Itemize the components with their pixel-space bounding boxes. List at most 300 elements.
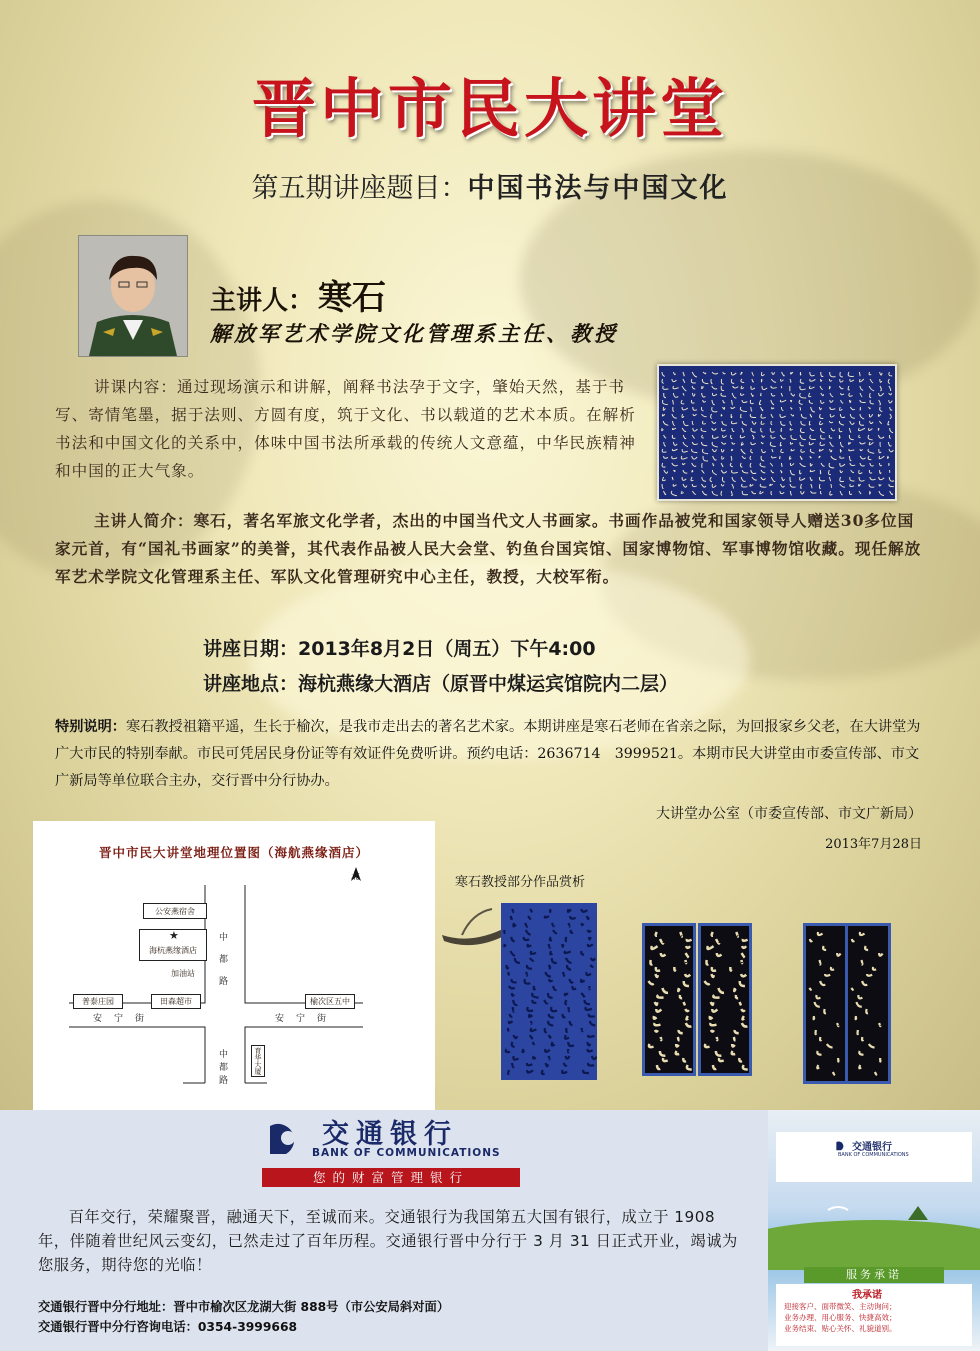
brush-stroke [780,435,785,439]
brush-stroke [750,463,751,467]
brush-stroke [713,456,717,460]
brush-stroke [869,428,873,430]
brush-stroke [510,951,515,956]
brush-stroke [702,393,706,397]
ad-promise-label: 我承诺 [852,1290,882,1301]
brush-stroke [732,477,736,482]
brush-stroke [840,484,845,487]
brush-stroke [860,442,866,444]
brush-stroke [654,1023,660,1025]
brush-stroke [512,1042,515,1047]
brush-stroke [829,449,831,452]
brush-stroke [865,946,868,950]
brush-stroke [510,916,511,919]
brush-stroke [682,428,686,432]
brush-stroke [862,981,867,985]
brush-stroke [701,414,706,417]
brush-stroke [545,1063,547,1066]
brush-stroke [588,1049,593,1051]
brush-stroke [683,1002,684,1004]
brush-stroke [723,400,725,403]
brush-stroke [743,939,748,941]
brush-stroke [880,407,883,412]
brush-stroke [713,435,719,438]
brush-stroke [672,463,678,466]
brush-stroke [703,421,706,424]
brush-stroke [549,965,550,969]
brush-stroke [562,944,563,947]
ad-promise-line: 业务办理、用心服务、快捷高效； [784,1313,897,1322]
brush-stroke [683,435,686,439]
brush-stroke [820,981,825,985]
brush-stroke [589,937,591,939]
brush-stroke [662,428,664,431]
brush-stroke [752,477,757,480]
brush-stroke [840,456,844,458]
brush-stroke [662,449,666,452]
brush-stroke [702,442,708,446]
brush-stroke [791,414,794,416]
brush-stroke [751,386,755,389]
brush-stroke [760,463,765,467]
brush-stroke [810,435,816,439]
brush-stroke [549,979,553,981]
brush-stroke [588,1063,594,1066]
brush-stroke [870,463,874,466]
works-label: 寒石教授部分作品赏析 [455,875,586,890]
brush-stroke [761,393,762,396]
brush-stroke [752,379,754,382]
brush-stroke [730,463,733,467]
brush-stroke [791,435,797,439]
brush-stroke [867,974,872,976]
brush-stroke [791,393,795,396]
brush-stroke [821,463,825,466]
brush-stroke [706,960,708,965]
brush-stroke [829,470,831,475]
brush-stroke [819,960,820,964]
brush-stroke [692,421,693,425]
brush-stroke [680,995,682,998]
brush-stroke [722,477,725,482]
brush-stroke [800,393,806,398]
brush-stroke [875,1072,876,1075]
brush-stroke [879,953,882,956]
brush-stroke [712,400,715,405]
brush-stroke [512,909,513,912]
brush-stroke [731,379,734,383]
brush-stroke [723,372,726,374]
location-map [33,821,435,1110]
brush-stroke [683,442,688,447]
brush-stroke [781,407,783,411]
brush-stroke [527,1007,533,1011]
brush-stroke [859,470,862,474]
brush-stroke [585,1007,591,1010]
brush-stroke [860,407,861,410]
brush-stroke [869,442,873,445]
brush-stroke [571,930,573,933]
brush-stroke [742,1016,744,1019]
brush-stroke [568,923,569,926]
brush-stroke [712,967,716,971]
brush-stroke [829,379,832,381]
brush-stroke [565,993,568,995]
brush-stroke [739,1002,740,1004]
brush-stroke [849,400,850,403]
ad-landscape [768,1180,980,1270]
brush-stroke [801,449,805,452]
brush-stroke [839,421,844,425]
brush-stroke [552,923,554,926]
brush-stroke [663,407,665,410]
brush-stroke [840,442,843,447]
brush-stroke [660,939,663,944]
brush-stroke [703,400,706,402]
brush-stroke [790,421,792,425]
brush-stroke [692,449,698,453]
brush-stroke [848,372,854,377]
brush-stroke [839,386,843,389]
brush-stroke [869,386,874,391]
brush-stroke [823,946,826,950]
brush-stroke [741,1009,745,1011]
brush-stroke [742,1023,748,1027]
brush-stroke [682,414,684,418]
brush-stroke [880,379,882,382]
brush-stroke [731,435,733,439]
brush-stroke [734,1037,735,1041]
brush-stroke [830,407,835,409]
brush-stroke [565,951,571,953]
brush-stroke [685,974,690,976]
brush-stroke [672,414,677,418]
brush-stroke [840,372,843,377]
brush-stroke [889,463,890,465]
brush-stroke [716,1051,721,1056]
brush-stroke [582,1028,583,1031]
brush-stroke [693,407,697,410]
brush-stroke [809,386,814,389]
map-place-yuci5: 榆次区五中 [305,994,355,1009]
brush-stroke [586,972,591,975]
brush-stroke [740,435,745,438]
speaker-label: 主讲人： [210,286,315,316]
ad-promise-line: 迎接客户、面带微笑、主动询问； [784,1302,897,1311]
brush-stroke [859,1051,863,1055]
brush-stroke [849,393,853,396]
brush-stroke [790,484,795,487]
brush-stroke [790,477,791,482]
brush-stroke [716,939,719,944]
brush-stroke [568,909,571,912]
brush-stroke [849,428,851,433]
brush-stroke [703,372,706,374]
brush-stroke [692,442,698,445]
brush-stroke [740,407,746,412]
brush-stroke [859,372,860,376]
brush-stroke [568,1042,574,1046]
brush-stroke [800,386,806,390]
calligraphy-artwork [657,364,897,501]
brush-stroke [711,974,713,977]
brush-stroke [736,995,738,998]
brush-stroke [509,1021,513,1023]
brush-stroke [524,937,529,940]
brush-stroke [581,979,585,982]
brush-stroke [809,393,812,397]
brush-stroke [507,965,509,968]
brush-stroke [711,414,712,419]
brush-stroke [800,456,802,459]
brush-stroke [888,379,890,384]
brush-stroke [692,484,696,487]
brush-stroke [800,435,806,440]
brush-stroke [869,470,872,473]
brush-stroke [830,400,833,402]
lecture-content: 讲课内容：通过现场演示和讲解，阐释书法孕于文字，肇始天然，基于书写、寄情笔墨，据于法则、方圆有度，筑于文化、书以载道的艺术本质。在解析书法和中国文化的关系中，体味中国书法所承载的传统人文意蕴，中华民族精神和中国的正大气象。 [55,378,636,480]
brush-stroke [731,421,737,424]
brush-stroke [751,470,756,474]
brush-stroke [800,477,805,480]
brush-stroke [565,1056,569,1059]
brush-stroke [526,930,531,935]
brush-stroke [772,449,773,452]
lecture-place: 讲座地点：海杭燕缘大酒店（原晋中煤运宾馆院内二层） [203,673,679,695]
brush-stroke [850,491,852,494]
brush-stroke [829,463,834,468]
brush-stroke [713,463,714,466]
brush-stroke [712,449,716,452]
brush-stroke [568,1007,569,1011]
brush-stroke [809,988,811,990]
brush-stroke [712,428,717,430]
brush-stroke [545,972,550,977]
brush-stroke [819,407,821,410]
brush-stroke [525,979,531,984]
brush-stroke [771,435,775,438]
notice-date: 2013年7月28日 [825,837,922,852]
brush-stroke [531,1028,537,1031]
brush-stroke [761,456,764,461]
brush-stroke [512,993,514,996]
brush-stroke [800,470,802,474]
brush-stroke [848,386,850,390]
brush-stroke [722,421,727,425]
brush-stroke [809,421,810,425]
brush-stroke [810,372,815,376]
brush-stroke [563,1063,566,1066]
brush-stroke [721,449,724,452]
brush-stroke [811,491,817,493]
brush-stroke [831,456,837,460]
brush-stroke [789,456,791,459]
brush-stroke [859,1065,861,1068]
brush-stroke [550,951,552,954]
brush-stroke [839,435,840,438]
brush-stroke [673,470,674,472]
brush-stroke [800,428,804,433]
brush-stroke [721,484,724,486]
brush-stroke [889,400,893,403]
brush-stroke [771,470,774,473]
brush-stroke [830,491,833,495]
brush-stroke [829,386,830,389]
brush-stroke [831,428,835,431]
brush-stroke [683,393,684,395]
brush-stroke [673,407,674,411]
brush-stroke [810,379,816,381]
brush-stroke [750,414,756,418]
brush-stroke [800,442,804,446]
brush-stroke [829,435,832,438]
brush-stroke [663,421,668,425]
brush-stroke [712,932,713,936]
brush-stroke [751,442,756,445]
brush-stroke [840,414,845,418]
brush-stroke [528,944,532,947]
brush-stroke [692,386,695,389]
brush-stroke [702,484,706,487]
brush-stroke [810,477,812,481]
bank-phone: 交通银行晋中分行咨询电话：0354-3999668 [38,1320,298,1334]
brush-stroke [880,372,882,375]
brush-stroke [751,407,752,411]
brush-stroke [873,967,876,970]
brush-stroke [868,449,874,453]
brush-stroke [712,407,718,412]
brush-stroke [862,1037,863,1040]
brush-stroke [782,372,785,376]
brush-stroke [565,1000,567,1004]
brush-stroke [736,932,738,936]
brush-stroke [682,449,688,452]
brush-stroke [879,421,881,424]
brush-stroke [552,1042,555,1046]
brush-stroke [861,960,862,964]
brush-stroke [588,944,593,946]
map-place-tiansen: 田森超市 [151,994,201,1009]
brush-stroke [878,435,884,438]
brush-stroke [692,435,694,438]
brush-stroke [791,449,795,451]
brush-stroke [718,988,724,993]
brush-stroke [721,491,722,496]
brush-stroke [529,1014,532,1017]
brush-stroke [672,435,675,438]
brush-stroke [734,988,735,991]
brush-stroke [741,372,743,375]
brush-stroke [800,463,806,466]
brush-stroke [751,393,753,396]
brush-stroke [721,386,724,391]
brush-stroke [683,1058,686,1061]
brush-stroke [569,979,572,983]
brush-stroke [552,958,557,963]
brush-stroke [760,484,766,487]
brush-stroke [710,477,712,482]
brush-stroke [821,393,824,396]
brush-stroke [530,909,531,912]
brush-stroke [722,407,724,409]
brush-stroke [682,477,686,480]
brush-stroke [762,435,765,437]
brush-stroke [512,979,517,982]
brush-stroke [879,393,884,396]
brush-stroke [662,414,664,416]
brush-stroke [771,477,775,482]
map-title: 晋中市民大讲堂地理位置图（海航燕缘酒店） [98,845,369,860]
brush-stroke [651,946,657,949]
brush-stroke [850,477,855,481]
brush-stroke [821,428,825,433]
brush-stroke [672,428,676,430]
bank-address: 交通银行晋中分行地址：晋中市榆次区龙湖大街 888号（市公安局斜对面） [38,1300,450,1314]
brush-stroke [809,442,813,445]
brush-stroke [750,484,753,486]
brush-stroke [772,372,775,374]
brush-stroke [533,1042,534,1044]
brush-stroke [790,442,793,444]
brush-stroke [879,400,881,405]
brush-stroke [731,414,732,418]
brush-stroke [661,953,666,956]
brush-stroke [761,442,763,444]
brush-stroke [702,379,708,384]
brush-stroke [717,1037,718,1040]
brush-stroke [811,407,815,412]
map-place-pujin: 普泰庄园 [73,994,123,1009]
bank-slogan: 您的财富管理银行 [262,1168,520,1187]
brush-stroke [662,400,667,404]
ad-bank-en: BANK OF COMMUNICATIONS [838,1152,909,1158]
bank-name-en: BANK OF COMMUNICATIONS [312,1147,501,1159]
brush-stroke [780,484,784,487]
brush-stroke [781,463,782,466]
brush-stroke [771,414,773,417]
brush-stroke [740,981,745,986]
brush-stroke [790,379,791,382]
brush-stroke [739,1058,742,1061]
brush-stroke [780,442,781,446]
brush-stroke [662,988,668,993]
brush-stroke [770,428,774,432]
brush-stroke [819,456,820,458]
brush-stroke [664,442,666,446]
brush-stroke [512,1063,514,1067]
brush-stroke [719,1058,724,1061]
brush-stroke [820,421,823,425]
special-note-label: 特别说明： [55,719,126,735]
brush-stroke [888,421,889,425]
brush-stroke [686,946,690,948]
brush-stroke [841,393,844,395]
brush-stroke [760,491,764,494]
brush-stroke [522,1049,524,1052]
brush-stroke [562,1070,567,1073]
brush-stroke [848,442,850,444]
brush-stroke [860,449,863,451]
brush-stroke [534,986,536,989]
brush-stroke [781,470,782,473]
brush-stroke [723,435,727,437]
brush-stroke [880,386,881,391]
brush-stroke [870,379,873,383]
brush-stroke [820,1037,821,1040]
brush-stroke [721,442,725,444]
brush-stroke [860,400,866,403]
brush-stroke [527,1063,532,1065]
